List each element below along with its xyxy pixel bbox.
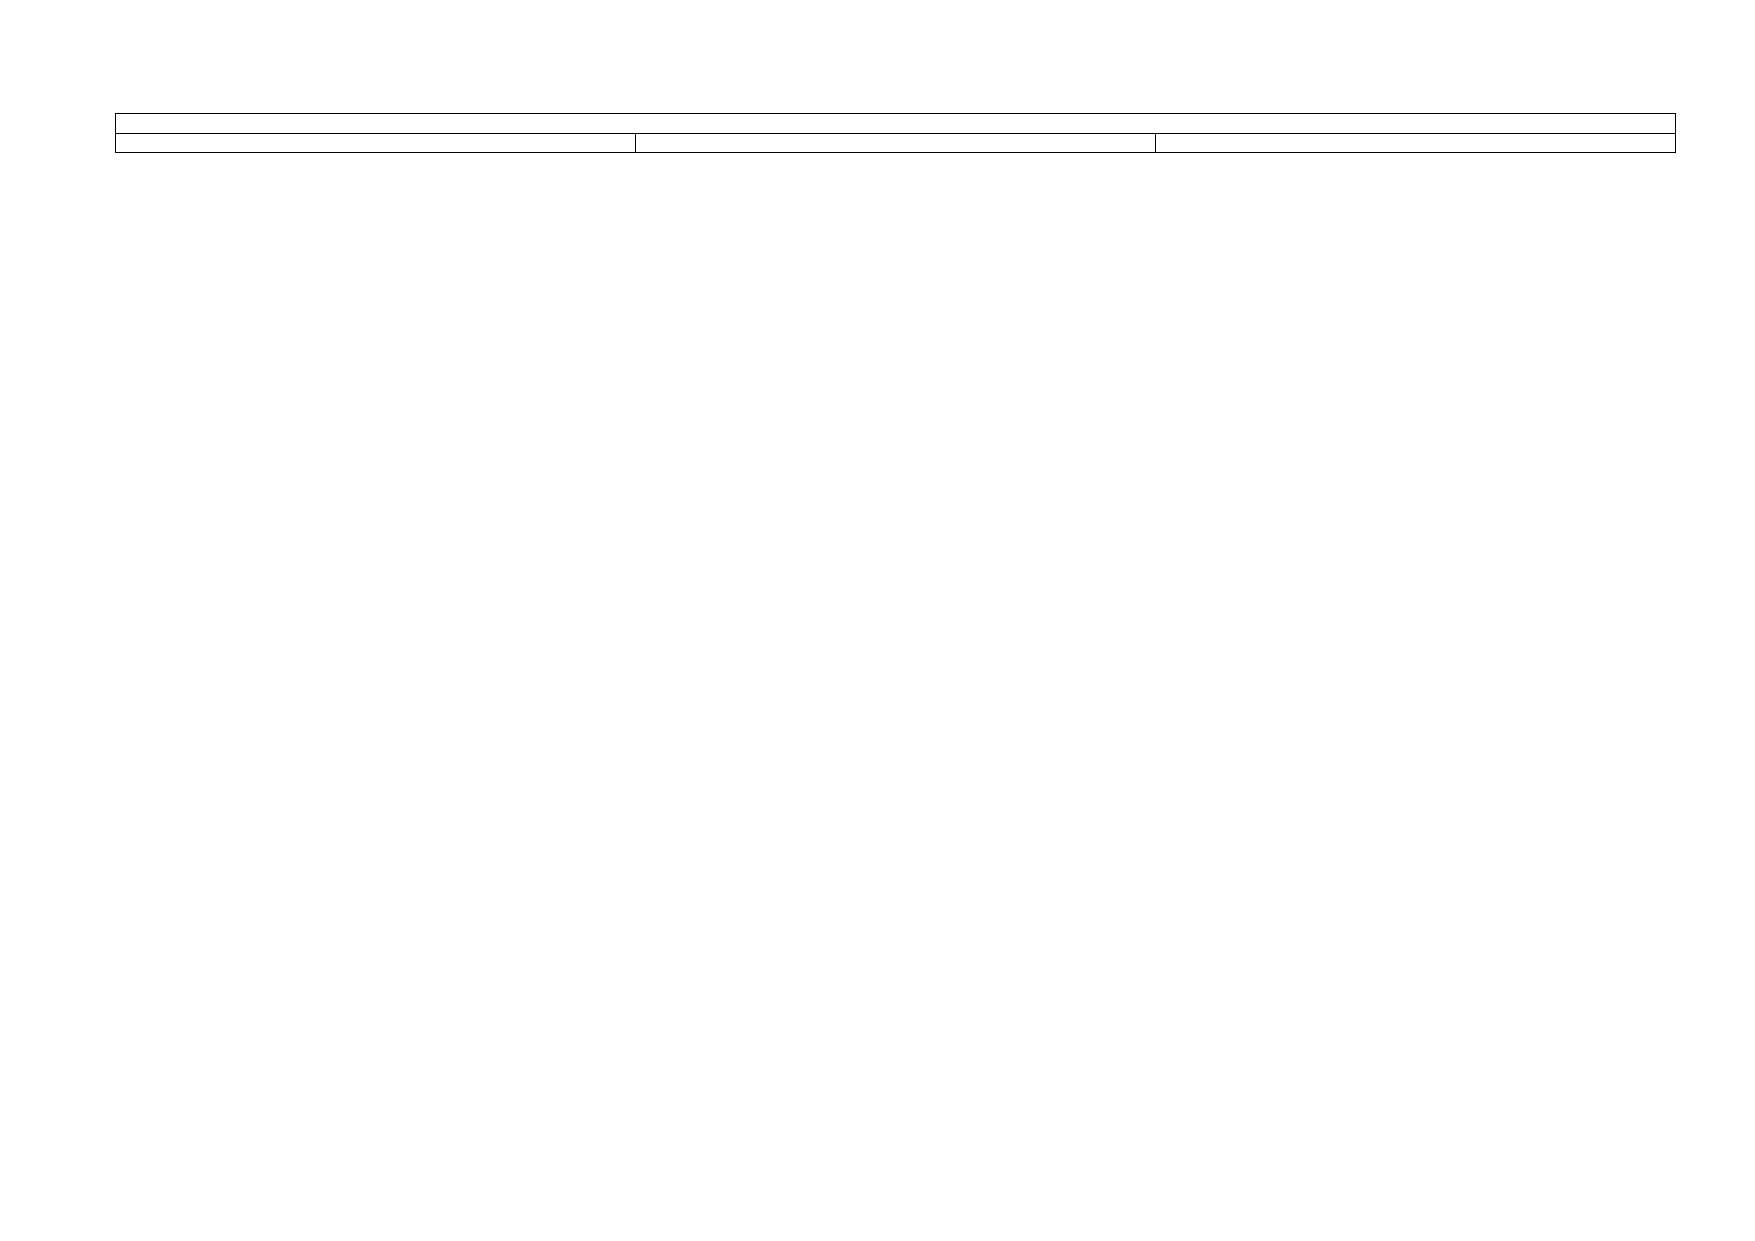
- race-header-row: [116, 114, 1676, 134]
- rank-header: [116, 133, 636, 153]
- affiliation-header: [1156, 133, 1676, 153]
- name-header: [636, 133, 1156, 153]
- series-title: [116, 114, 1676, 134]
- ranking-table: [115, 113, 1676, 153]
- column-header-row: [116, 133, 1676, 153]
